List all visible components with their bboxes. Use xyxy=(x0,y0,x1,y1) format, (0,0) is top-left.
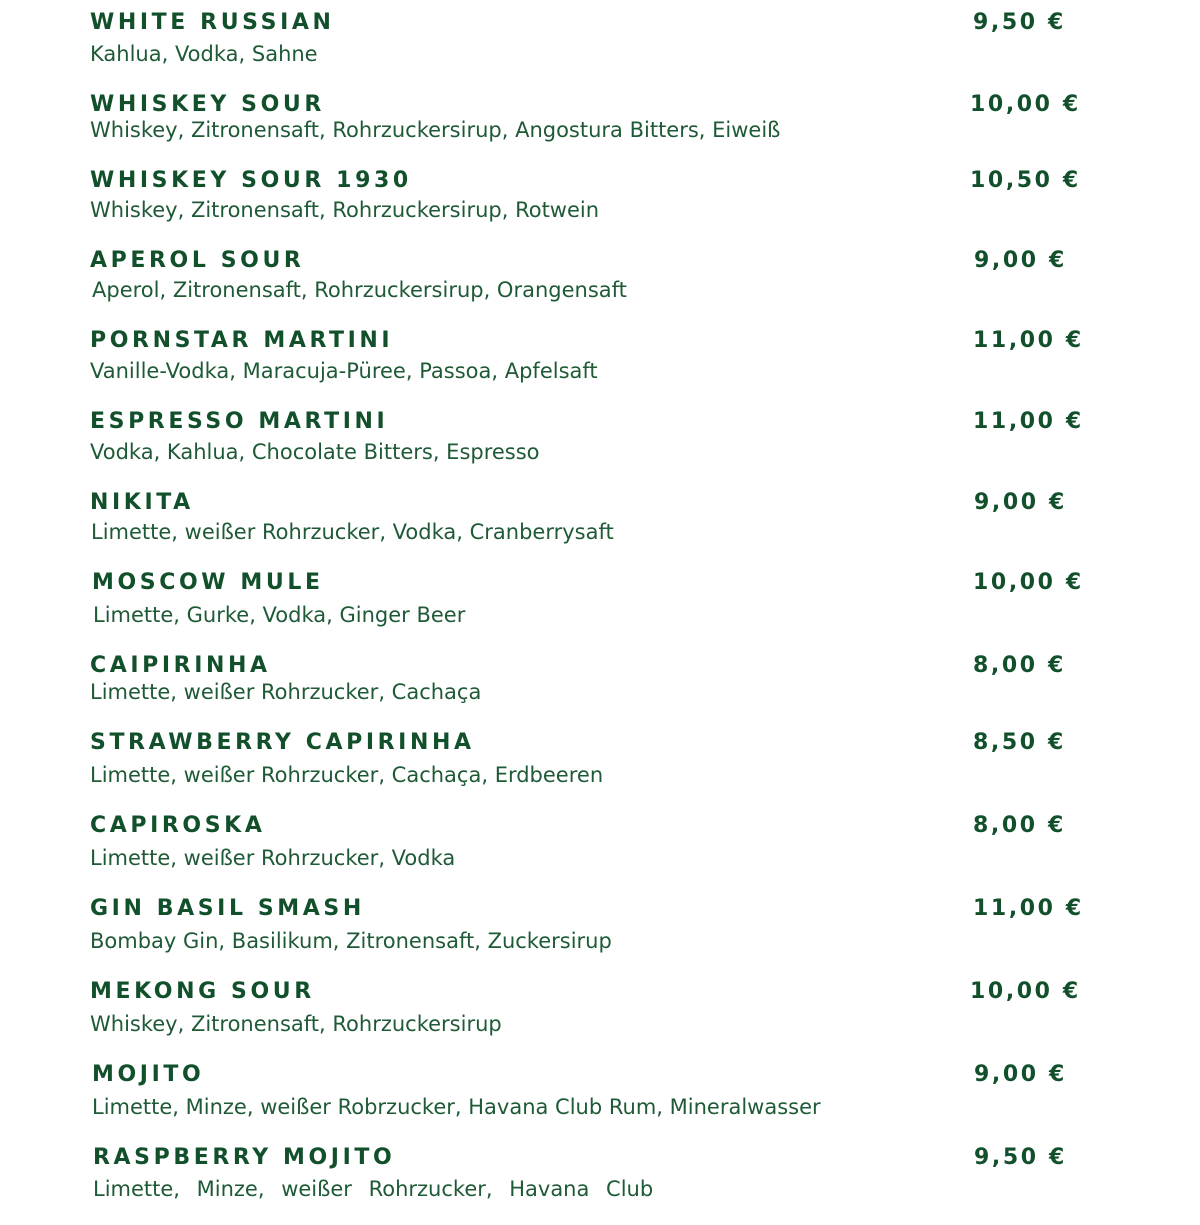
item-name: APEROL SOUR xyxy=(90,248,305,273)
item-description: Whiskey, Zitronensaft, Rohrzuckersirup xyxy=(90,1012,502,1036)
item-description: Limette, weißer Rohrzucker, Vodka, Cranberrysaft xyxy=(91,520,614,544)
menu-item xyxy=(90,409,1100,489)
item-name: CAPIROSKA xyxy=(90,813,266,838)
item-description: Aperol, Zitronensaft, Rohrzuckersirup, Orangensaft xyxy=(92,278,627,302)
menu-item xyxy=(90,1062,1100,1142)
item-price: 11,00 € xyxy=(973,409,1084,434)
menu-item xyxy=(90,490,1100,570)
menu-item xyxy=(90,1145,1100,1225)
item-name: GIN BASIL SMASH xyxy=(90,896,365,921)
item-description: Vanille-Vodka, Maracuja-Püree, Passoa, Apfelsaft xyxy=(90,359,598,383)
menu-item xyxy=(90,896,1100,976)
item-price: 11,00 € xyxy=(973,896,1084,921)
item-name: WHITE RUSSIAN xyxy=(90,10,335,35)
item-description: Limette, Minze, weißer Robrzucker, Havana Club Rum, Mineralwasser xyxy=(92,1095,821,1119)
item-price: 9,50 € xyxy=(974,1145,1067,1170)
item-price: 10,50 € xyxy=(970,168,1081,193)
item-price: 9,00 € xyxy=(974,248,1067,273)
item-description: Limette, Minze, weißer Rohrzucker, Havana Club xyxy=(93,1177,654,1201)
item-price: 9,00 € xyxy=(974,1062,1067,1087)
menu-item xyxy=(90,168,1100,248)
item-price: 8,00 € xyxy=(973,653,1066,678)
item-name: MEKONG SOUR xyxy=(90,979,315,1004)
item-description: Bombay Gin, Basilikum, Zitronensaft, Zuckersirup xyxy=(90,929,612,953)
item-description: Whiskey, Zitronensaft, Rohrzuckersirup, Angostura Bitters, Eiweiß xyxy=(90,118,781,142)
menu-item xyxy=(90,570,1100,650)
item-price: 11,00 € xyxy=(973,328,1084,353)
menu-item xyxy=(90,328,1100,408)
item-name: WHISKEY SOUR 1930 xyxy=(90,168,412,193)
item-name: MOJITO xyxy=(92,1062,205,1087)
menu-item xyxy=(90,248,1100,328)
item-description: Limette, weißer Rohrzucker, Vodka xyxy=(90,846,456,870)
item-price: 8,50 € xyxy=(973,730,1066,755)
item-price: 8,00 € xyxy=(973,813,1066,838)
menu-item xyxy=(90,813,1100,893)
item-price: 9,00 € xyxy=(974,490,1067,515)
item-description: Limette, Gurke, Vodka, Ginger Beer xyxy=(93,603,466,627)
item-price: 9,50 € xyxy=(973,10,1066,35)
item-name: ESPRESSO MARTINI xyxy=(90,409,389,434)
item-name: MOSCOW MULE xyxy=(92,570,324,595)
item-description: Limette, weißer Rohrzucker, Cachaça xyxy=(90,680,482,704)
item-price: 10,00 € xyxy=(970,979,1081,1004)
item-name: PORNSTAR MARTINI xyxy=(90,328,394,353)
item-price: 10,00 € xyxy=(973,570,1084,595)
item-description: Kahlua, Vodka, Sahne xyxy=(90,42,318,66)
item-description: Limette, weißer Rohrzucker, Cachaça, Erdbeeren xyxy=(90,763,604,787)
menu-item xyxy=(90,10,1100,90)
item-description: Vodka, Kahlua, Chocolate Bitters, Espresso xyxy=(90,440,540,464)
item-name: STRAWBERRY CAPIRINHA xyxy=(90,730,475,755)
item-description: Whiskey, Zitronensaft, Rohrzuckersirup, Rotwein xyxy=(90,198,600,222)
item-name: NIKITA xyxy=(90,490,194,515)
menu-item xyxy=(90,979,1100,1059)
item-name: RASPBERRY MOJITO xyxy=(93,1145,396,1170)
item-name: WHISKEY SOUR xyxy=(90,92,325,117)
item-name: CAIPIRINHA xyxy=(90,653,271,678)
menu-item xyxy=(90,92,1100,172)
item-price: 10,00 € xyxy=(970,92,1081,117)
menu-item xyxy=(90,653,1100,733)
menu-item xyxy=(90,730,1100,810)
